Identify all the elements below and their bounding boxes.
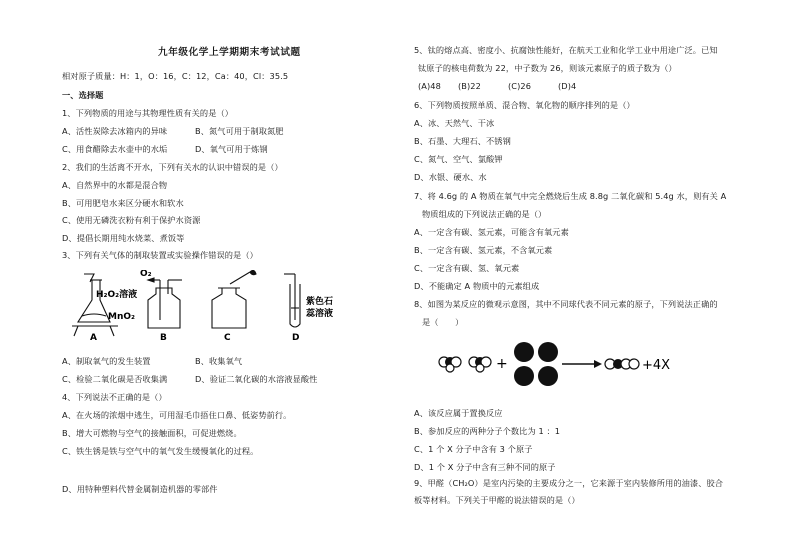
q2-option-c: C、使用无磷洗衣粉有利于保护水资源 [62, 215, 201, 225]
apparatus-b [148, 278, 182, 328]
q4-option-b: B、增大可燃物与空气的接触面积，可促进燃烧。 [62, 428, 242, 438]
q8-option-b: B、参加反应的两种分子个数比为 1 ：1 [414, 426, 561, 436]
atomic-mass-line: 相对原子质量：H：1，O：16，C：12，Ca：40，Cl：35.5 [62, 71, 289, 81]
q5-option-b: (B)22 [458, 81, 481, 91]
q8-stem-line1: 8、如图为某反应的微观示意图，其中不同球代表不同元素的原子，下列说法正确的 [414, 299, 718, 309]
q5-option-c: (C)26 [508, 81, 532, 91]
q3-option-b: B、收集氧气 [195, 356, 243, 366]
label-b: B [160, 333, 167, 342]
molecule-small-2 [469, 357, 491, 372]
apparatus-figure [70, 270, 370, 342]
molecule-large [514, 342, 558, 386]
reaction-diagram [434, 338, 684, 388]
apparatus-a [72, 274, 118, 336]
q9-stem-line2: 板等材料。下列关于甲醛的说法错误的是（） [414, 495, 580, 505]
exam-title: 九年级化学上学期期末考试试题 [158, 47, 301, 58]
q2-stem: 2、我们的生活离不开水，下列有关水的认识中错误的是（） [62, 162, 283, 172]
q3-option-d: D、验证二氧化碳的水溶液显酸性 [195, 374, 318, 384]
q4-option-a: A、在火场的浓烟中逃生，可用湿毛巾捂住口鼻、低姿势前行。 [62, 410, 292, 420]
q2-option-b: B、可用肥皂水来区分硬水和软水 [62, 198, 184, 208]
reaction-arrow [562, 360, 602, 368]
q8-option-a: A、该反应属于置换反应 [414, 408, 503, 418]
q7-option-d: D、不能确定 A 物质中的元素组成 [414, 281, 540, 291]
q3-option-a: A、制取氧气的发生装置 [62, 356, 151, 366]
q2-option-a: A、自然界中的水都是混合物 [62, 180, 168, 190]
label-c: C [224, 333, 231, 342]
plus-sign: + [496, 356, 508, 372]
q8-option-d: D、1 个 X 分子中含有三种不同的原子 [414, 462, 556, 472]
q1-option-d: D、氧气可用于炼钢 [195, 144, 268, 154]
q8-option-c: C、1 个 X 分子中含有 3 个原子 [414, 444, 533, 454]
q1-option-b: B、氮气可用于制取氮肥 [195, 126, 284, 136]
q5-option-a: (A)48 [418, 81, 441, 91]
q4-option-c: C、铁生锈是铁与空气中的氧气发生缓慢氧化的过程。 [62, 446, 259, 456]
q7-option-b: B、一定含有碳、氢元素，不含氧元素 [414, 245, 553, 255]
q6-option-d: D、水银、硬水、水 [414, 172, 487, 182]
q8-stem-line2: 是（ ） [422, 317, 464, 327]
q7-option-c: C、一定含有碳、氢、氧元素 [414, 263, 520, 273]
q1-option-a: A、活性炭除去冰箱内的异味 [62, 126, 168, 136]
label-o2: O₂ [140, 270, 152, 279]
section-heading: 一、选择题 [62, 90, 104, 100]
q6-option-b: B、石墨、大理石、不锈钢 [414, 136, 511, 146]
q4-stem: 4、下列说法不正确的是（） [62, 392, 167, 402]
q7-option-a: A、一定含有碳、氢元素，可能含有氧元素 [414, 227, 569, 237]
label-litmus-line1: 紫色石 [306, 297, 334, 307]
label-h2o2: H₂O₂溶液 [96, 290, 138, 300]
label-litmus-line2: 蕊溶液 [306, 309, 334, 319]
q6-option-a: A、冰、天然气、干冰 [414, 118, 495, 128]
q7-stem-line1: 7、将 4.6g 的 A 物质在氧气中完全燃烧后生成 8.8g 二氧化碳和 5.4g 水，则有关 A [414, 191, 727, 201]
q5-stem-line2: 钛原子的核电荷数为 22，中子数为 26，则该元素原子的质子数为（） [418, 63, 677, 73]
q1-stem: 1、下列物质的用途与其物理性质有关的是（） [62, 108, 234, 118]
molecule-product [605, 359, 639, 369]
label-mno2: MnO₂ [108, 312, 135, 322]
q6-stem: 6、下列物质按照单质、混合物、氧化物的顺序排列的是（） [414, 100, 635, 110]
q5-option-d: (D)4 [558, 81, 577, 91]
q5-stem-line1: 5、钛的熔点高、密度小、抗腐蚀性能好，在航天工业和化学工业中用途广泛。已知 [414, 45, 718, 55]
apparatus-d [284, 274, 300, 327]
molecule-small-1 [439, 357, 461, 372]
q9-stem-line1: 9、甲醛（CH₂O）是室内污染的主要成分之一，它来源于室内装修所用的油漆、胶合 [414, 478, 724, 488]
q7-stem-line2: 物质组成的下列说法正确的是（） [422, 209, 547, 219]
q2-option-d: D、提倡长期用纯水烧菜、煮饭等 [62, 233, 185, 243]
q4-option-d: D、用特种塑料代替金属制造机器的零部件 [62, 484, 218, 494]
q6-option-c: C、氮气、空气、氯酸钾 [414, 154, 503, 164]
q3-option-c: C、检验二氧化碳是否收集满 [62, 374, 168, 384]
q3-stem: 3、下列有关气体的制取装置或实验操作错误的是（） [62, 250, 258, 260]
apparatus-c [212, 270, 256, 328]
label-d: D [292, 333, 300, 342]
q1-option-c: C、用食醋除去水壶中的水垢 [62, 144, 168, 154]
label-a: A [90, 333, 97, 342]
product-4x-label: +4X [642, 358, 671, 373]
